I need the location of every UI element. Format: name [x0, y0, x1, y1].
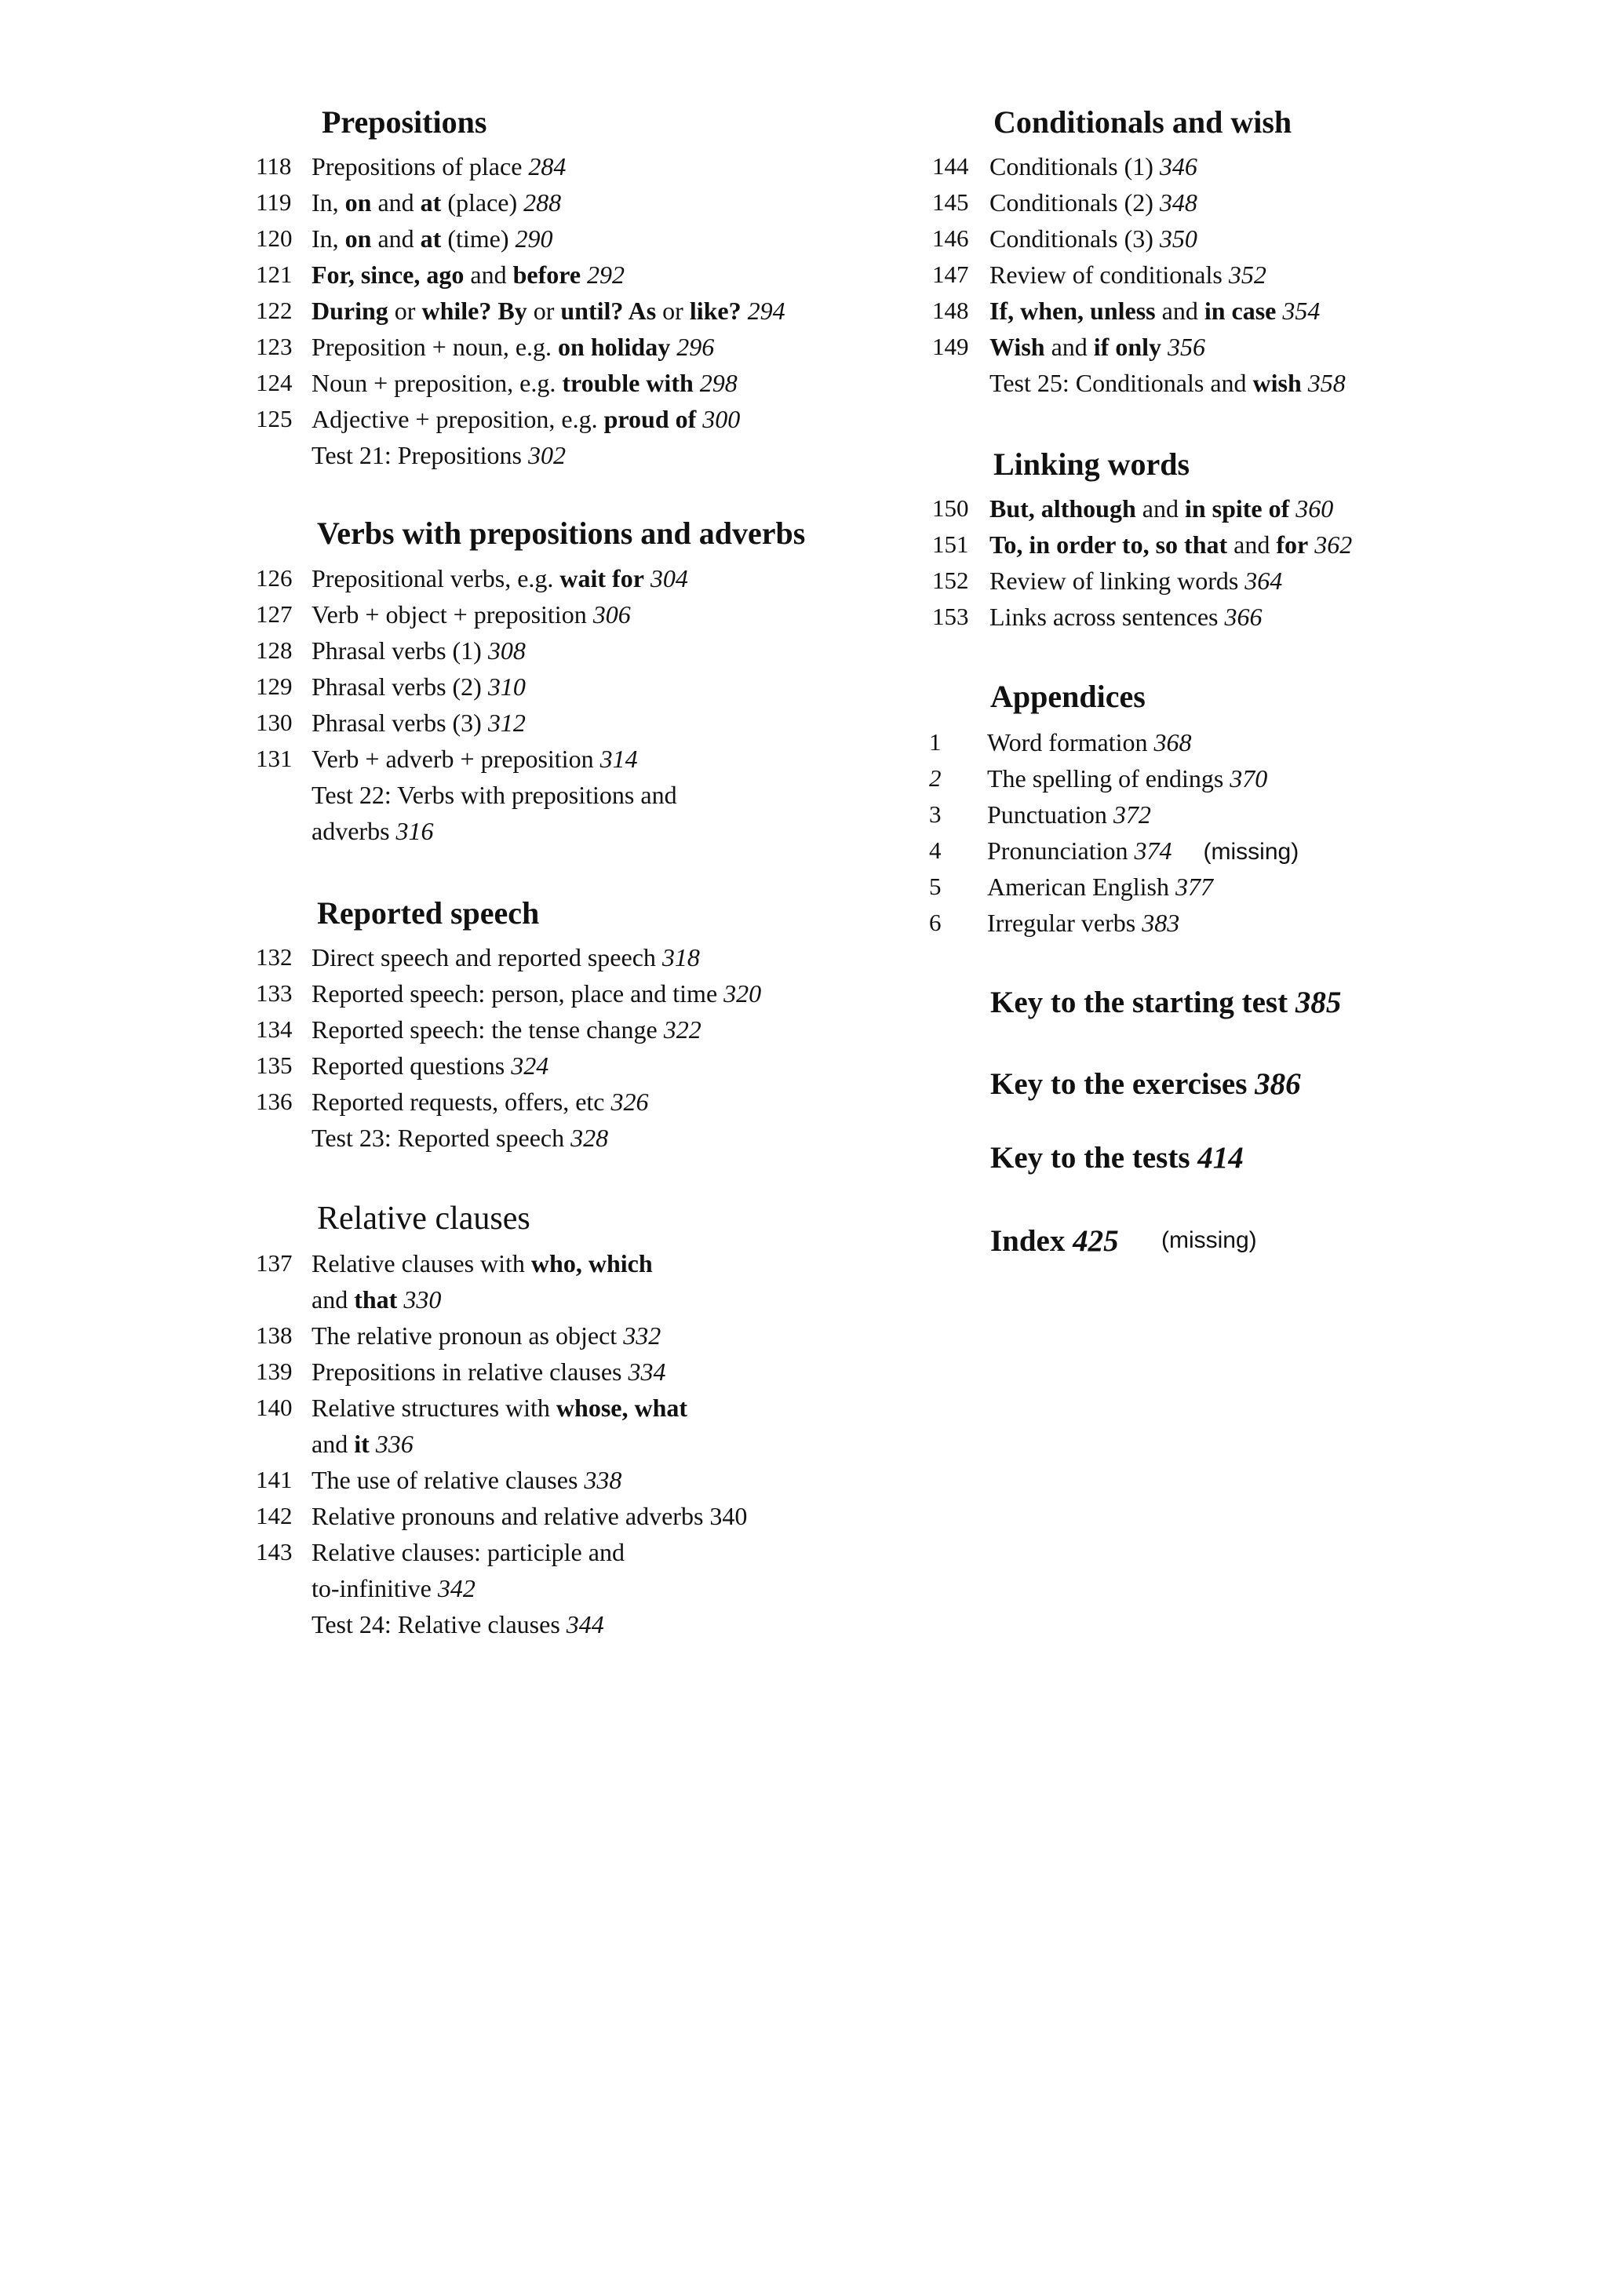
toc-entry-title: Prepositions of place 284 [312, 152, 567, 180]
toc-entry-continuation: Test 24: Relative clauses 344 [312, 1610, 604, 1638]
toc-entry-number: 151 [932, 530, 969, 558]
section-heading-relative-clauses: Relative clauses [317, 1201, 530, 1237]
toc-entry-number: 123 [256, 333, 293, 360]
toc-entry-number: 137 [256, 1249, 293, 1277]
toc-entry-number: 131 [256, 745, 293, 772]
toc-entry-number: 129 [256, 672, 293, 700]
toc-entry-title: Review of conditionals 352 [989, 261, 1266, 289]
toc-entry-title: Phrasal verbs (2) 310 [312, 672, 526, 701]
toc-entry-number: 143 [256, 1538, 293, 1565]
toc-entry-number: 130 [256, 709, 293, 736]
toc-entry-title: Noun + preposition, e.g. trouble with 298 [312, 369, 738, 397]
toc-entry-continuation: Test 25: Conditionals and wish 358 [989, 369, 1346, 397]
toc-entry-continuation: Test 21: Prepositions 302 [312, 441, 566, 469]
toc-entry-continuation: and that 330 [312, 1285, 442, 1314]
toc-entry-number: 144 [932, 152, 969, 180]
toc-entry-number: 121 [256, 261, 293, 288]
toc-entry-title: Prepositions in relative clauses 334 [312, 1358, 666, 1386]
toc-entry-title: Links across sentences 366 [989, 603, 1263, 631]
section-heading-conditionals: Conditionals and wish [993, 104, 1292, 140]
toc-entry-number: 152 [932, 567, 969, 594]
toc-entry-title: Pronunciation 374 (missing) [987, 836, 1299, 865]
toc-entry-number: 122 [256, 297, 293, 324]
toc-entry-number: 5 [929, 873, 942, 900]
toc-entry-number: 134 [256, 1015, 293, 1043]
toc-entry-title: Reported speech: person, place and time 320 [312, 979, 762, 1008]
toc-entry-number: 124 [256, 369, 293, 396]
toc-entry-title: But, although and in spite of 360 [989, 494, 1334, 523]
toc-entry-title: Prepositional verbs, e.g. wait for 304 [312, 564, 688, 592]
toc-entry-number: 125 [256, 405, 293, 432]
toc-entry-number: 140 [256, 1394, 293, 1421]
index-missing-note: (missing) [1161, 1227, 1257, 1253]
toc-entry-title: Conditionals (2) 348 [989, 188, 1197, 217]
toc-entry-title: If, when, unless and in case 354 [989, 297, 1321, 325]
toc-entry-title: In, on and at (time) 290 [312, 224, 553, 253]
key-starting-test: Key to the starting test 385 [990, 986, 1342, 1019]
toc-entry-number: 120 [256, 224, 293, 252]
toc-entry-title: Irregular verbs 383 [987, 909, 1180, 937]
toc-entry-number: 141 [256, 1466, 293, 1493]
toc-entry-number: 1 [929, 728, 942, 756]
toc-entry-number: 126 [256, 564, 293, 592]
toc-entry-title: During or while? By or until? As or like? 294 [312, 297, 785, 325]
toc-entry-number: 138 [256, 1321, 293, 1349]
key-tests: Key to the tests 414 [990, 1141, 1244, 1175]
toc-entry-number: 118 [256, 152, 292, 180]
toc-entry-title: For, since, ago and before 292 [312, 261, 625, 289]
toc-entry-title: Word formation 368 [987, 728, 1192, 756]
toc-entry-title: The relative pronoun as object 332 [312, 1321, 661, 1350]
toc-entry-title: Preposition + noun, e.g. on holiday 296 [312, 333, 715, 361]
toc-entry-title: Adjective + preposition, e.g. proud of 300 [312, 405, 741, 433]
toc-entry-title: Punctuation 372 [987, 800, 1151, 829]
toc-entry-title: Relative pronouns and relative adverbs 340 [312, 1502, 748, 1530]
key-exercises: Key to the exercises 386 [990, 1067, 1301, 1101]
toc-entry-title: Relative clauses with who, which [312, 1249, 653, 1277]
toc-entry-title: Relative structures with whose, what [312, 1394, 688, 1422]
section-heading-reported-speech: Reported speech [317, 895, 540, 931]
toc-entry-title: To, in order to, so that and for 362 [989, 530, 1353, 559]
toc-entry-number: 127 [256, 600, 293, 628]
toc-entry-number: 128 [256, 636, 293, 664]
toc-entry-title: Reported requests, offers, etc 326 [312, 1088, 649, 1116]
toc-entry-number: 142 [256, 1502, 293, 1529]
toc-entry-continuation: Test 23: Reported speech 328 [312, 1124, 609, 1152]
toc-entry-title: Phrasal verbs (3) 312 [312, 709, 526, 737]
toc-entry-continuation: and it 336 [312, 1430, 414, 1458]
toc-entry-number: 136 [256, 1088, 293, 1115]
index-entry: Index 425 [990, 1224, 1119, 1258]
missing-note: (missing) [1203, 839, 1299, 865]
toc-entry-title: The use of relative clauses 338 [312, 1466, 622, 1494]
toc-entry-title: Verb + adverb + preposition 314 [312, 745, 638, 773]
section-heading-verbs: Verbs with prepositions and adverbs [317, 516, 806, 551]
toc-entry-continuation: Test 22: Verbs with prepositions and [312, 781, 677, 809]
toc-entry-title: Verb + object + preposition 306 [312, 600, 631, 629]
toc-entry-title: Reported questions 324 [312, 1051, 549, 1080]
toc-entry-continuation: to-infinitive 342 [312, 1574, 476, 1602]
section-heading-prepositions: Prepositions [322, 104, 487, 140]
toc-entry-number: 3 [929, 800, 942, 828]
toc-entry-number: 4 [929, 836, 942, 864]
toc-entry-number: 149 [932, 333, 969, 360]
section-heading-linking-words: Linking words [993, 446, 1190, 482]
toc-entry-title: Reported speech: the tense change 322 [312, 1015, 701, 1044]
toc-entry-title: Phrasal verbs (1) 308 [312, 636, 526, 665]
toc-entry-number: 135 [256, 1051, 293, 1079]
toc-entry-title: In, on and at (place) 288 [312, 188, 562, 217]
section-heading-appendices: Appendices [990, 679, 1146, 714]
toc-entry-title: Conditionals (1) 346 [989, 152, 1197, 180]
toc-entry-number: 153 [932, 603, 969, 630]
toc-entry-number: 150 [932, 494, 969, 522]
toc-entry-number: 119 [256, 188, 292, 216]
toc-entry-title: The spelling of endings 370 [987, 764, 1268, 793]
toc-entry-continuation: adverbs 316 [312, 817, 434, 845]
toc-entry-number: 6 [929, 909, 942, 936]
toc-entry-title: Wish and if only 356 [989, 333, 1205, 361]
toc-entry-number: 133 [256, 979, 293, 1007]
toc-entry-title: Conditionals (3) 350 [989, 224, 1197, 253]
toc-entry-title: Review of linking words 364 [989, 567, 1283, 595]
toc-entry-number: 147 [932, 261, 969, 288]
toc-entry-title: Direct speech and reported speech 318 [312, 943, 700, 971]
toc-entry-number: 148 [932, 297, 969, 324]
toc-entry-number: 146 [932, 224, 969, 252]
toc-entry-number: 145 [932, 188, 969, 216]
toc-entry-number: 139 [256, 1358, 293, 1385]
toc-entry-title: American English 377 [987, 873, 1213, 901]
toc-entry-number: 132 [256, 943, 293, 971]
toc-entry-title: Relative clauses: participle and [312, 1538, 625, 1566]
toc-entry-number: 2 [929, 764, 942, 792]
